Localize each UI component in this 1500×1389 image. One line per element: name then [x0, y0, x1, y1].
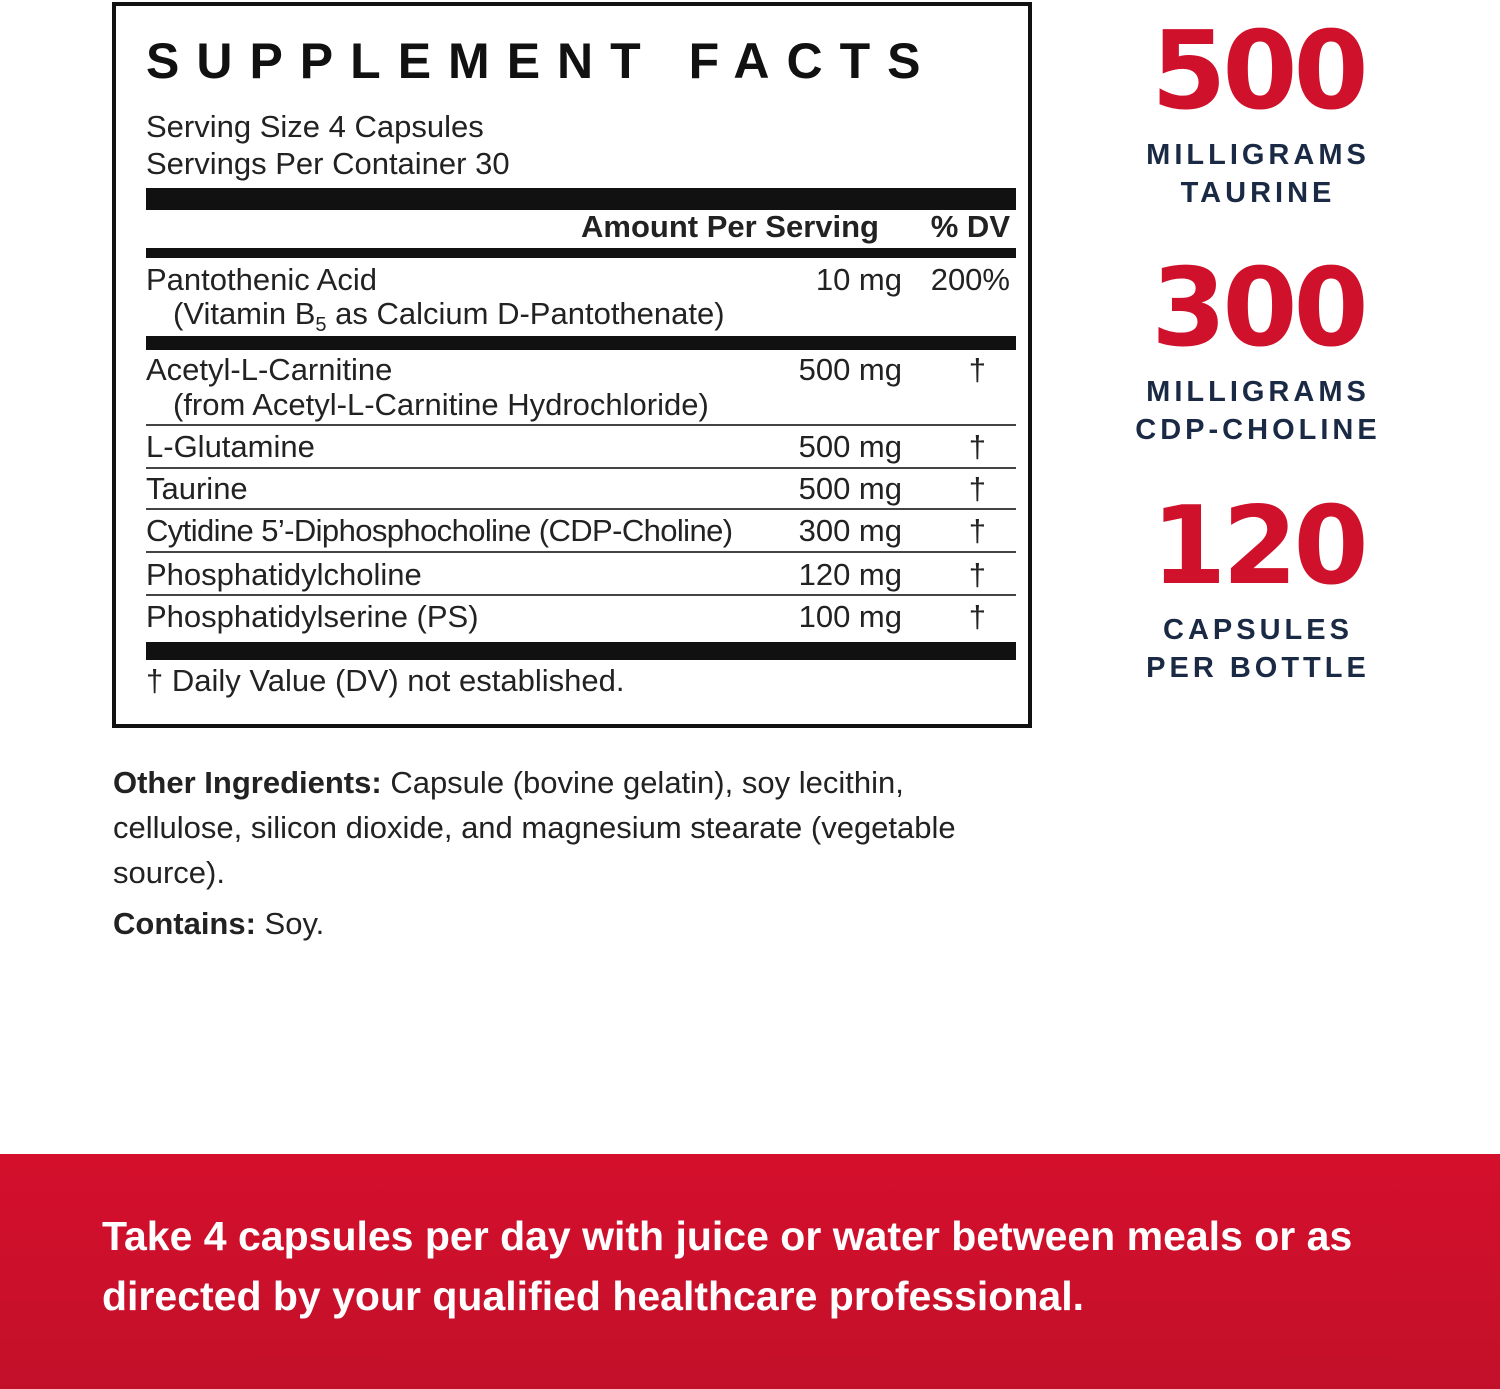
ingredient-dv: †: [968, 352, 986, 387]
ingredient-name: Phosphatidylserine (PS): [146, 599, 479, 634]
ingredient-name: Taurine: [146, 471, 248, 506]
facts-title: SUPPLEMENT FACTS: [146, 33, 938, 89]
serving-info: [146, 108, 510, 182]
ingredient-amount: 100 mg: [798, 599, 902, 634]
other-ingredients-label: Other Ingredients:: [113, 765, 382, 800]
ingredient-name: Cytidine 5’-Diphosphocholine (CDP-Choline): [146, 513, 733, 548]
ingredient-dv: †: [968, 471, 986, 506]
stat-taurine: [1080, 9, 1436, 212]
contains-text: Soy.: [255, 906, 325, 941]
ingredient-amount: 500 mg: [798, 471, 902, 506]
contains-label: Contains:: [113, 906, 256, 941]
row-divider: [146, 551, 1016, 553]
thick-divider: [146, 336, 1016, 350]
amount-per-serving-header: Amount Per Serving: [581, 209, 879, 244]
ingredient-dv: †: [968, 429, 986, 464]
contains-statement: [113, 903, 324, 945]
stat-cdp-choline: [1080, 246, 1436, 449]
ingredient-subname: (from Acetyl-L-Carnitine Hydrochloride): [173, 387, 709, 422]
ingredient-amount: 500 mg: [798, 429, 902, 464]
ingredient-name: L-Glutamine: [146, 429, 315, 464]
vitamin-dv: 200%: [930, 262, 1010, 297]
row-divider: [146, 594, 1016, 596]
vitamin-subscript: 5: [315, 314, 327, 337]
stat-number: 500: [1151, 9, 1365, 134]
other-ingredients: [113, 760, 973, 895]
directions-text: Take 4 capsules per day with juice or water between meals or as directed by your qualified healthcare professional.: [102, 1213, 1353, 1319]
ingredient-name: Phosphatidylcholine: [146, 557, 422, 592]
row-divider: [146, 508, 1016, 510]
stat-capsules: [1080, 484, 1436, 687]
dv-footnote: † Daily Value (DV) not established.: [146, 663, 625, 698]
ingredient-amount: 500 mg: [798, 352, 902, 387]
stat-label: MILLIGRAMS TAURINE: [1146, 139, 1370, 209]
row-divider: [146, 424, 1016, 426]
ingredient-name: Acetyl-L-Carnitine: [146, 352, 393, 387]
medium-divider: [146, 248, 1016, 258]
ingredient-dv: †: [968, 513, 986, 548]
ingredient-amount: 120 mg: [798, 557, 902, 592]
vitamin-name: Pantothenic Acid: [146, 262, 377, 297]
other-ingredients-text: Capsule (bovine gelatin), soy lecithin, cellulose, silicon dioxide, and magnesium stearate (vegetable source).: [113, 765, 956, 890]
stat-number: 120: [1151, 484, 1365, 609]
ingredient-dv: †: [968, 599, 986, 634]
stat-label: CAPSULES PER BOTTLE: [1146, 614, 1370, 684]
ingredient-dv: †: [968, 557, 986, 592]
stat-label: MILLIGRAMS CDP-CHOLINE: [1135, 376, 1381, 446]
serving-size: Serving Size 4 Capsules: [146, 109, 484, 144]
stat-number: 300: [1151, 246, 1365, 371]
vitamin-subname: (Vitamin $B_5$ as Calcium D-Pantothenate): [173, 296, 725, 337]
dv-header: % DV: [930, 209, 1010, 244]
vitamin-amount: 10 mg: [815, 262, 902, 297]
servings-per-container: Servings Per Container 30: [146, 146, 510, 181]
supplement-facts-panel: [112, 2, 1032, 728]
row-divider: [146, 467, 1016, 469]
thick-divider: [146, 188, 1016, 210]
thick-divider: [146, 642, 1016, 660]
ingredient-amount: 300 mg: [798, 513, 902, 548]
